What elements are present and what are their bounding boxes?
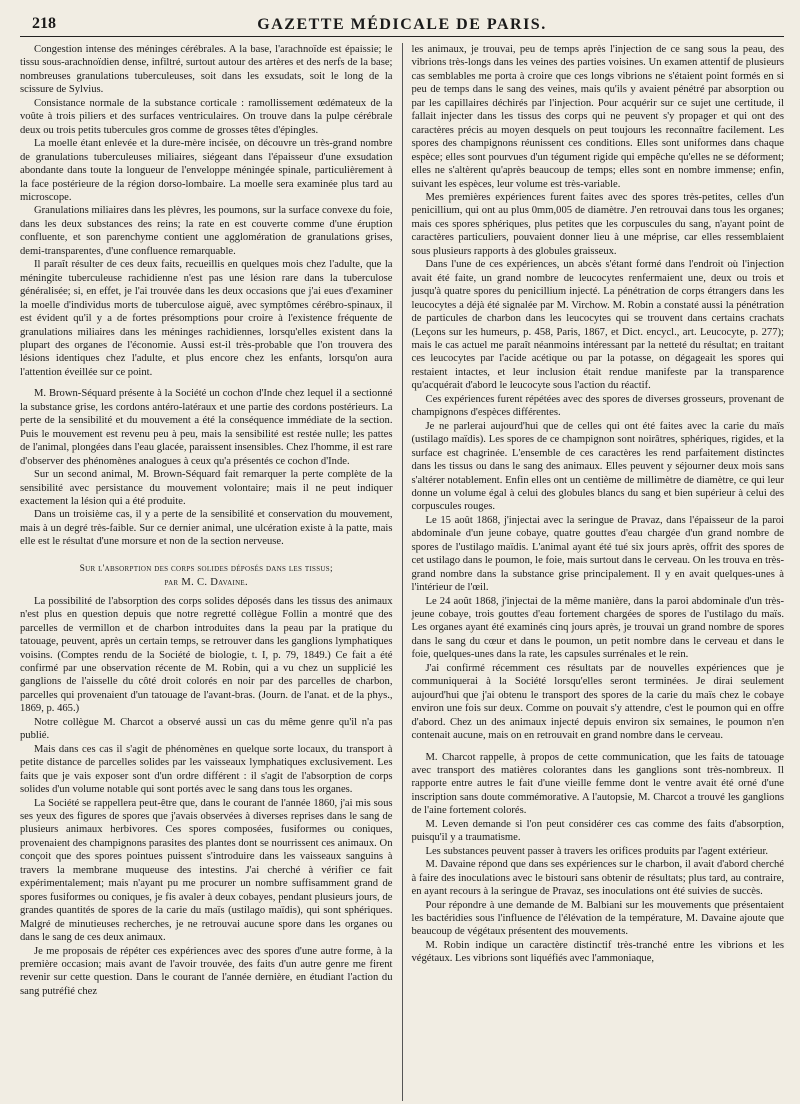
paragraph: les animaux, je trouvai, peu de temps après l'injection de ce sang sous la peau, des vibrions très-longs dans les veines des parties voisines. Un examen attentif de plusieurs cas semblables me porta à croire que ces longs vibrions ne s'étaient point formés en si peu de temps dans le sang des veines, mais qu'ils y avaient pénétré par absorption ou par les capillaires déchirés par l'injection. Pour acquérir sur ce sujet une certitude, il fallait injecter dans les tissus des corps qui ne peuvent s'y propager et qui ont des caractères précis au moyen desquels on peut toujours les reconnaître facilement. Les spores des champignons réunissent ces conditions. Elles sont uniformes dans chaque espèce; elles sont pourvues d'un tégument rigide qui empêche qu'elles ne se déforment; elles ne s'altèrent qu'après beaucoup de temps; elles sont en nombre immense; enfin, suivant les espèces, leur volume est très-variable. [411,44,784,190]
paragraph: La moelle étant enlevée et la dure-mère incisée, on découvre un très-grand nombre de granulations tuberculeuses miliaires, siégeant dans l'épaisseur d'une exsudation abondante dans toute la longueur de l'enveloppe méningée spinale, particulièrement à la face postérieure de la région dorso-lombaire. La moelle sera examinée plus tard au microscope. [20,138,393,203]
paragraph: Le 15 août 1868, j'injectai avec la seringue de Pravaz, dans l'épaisseur de la paroi abdominale d'un jeune cobaye, quatre gouttes d'eau chargée d'un grand nombre de spores de l'ustilago maïdis. L'animal ayant été tué six jours après, offrit des spores de cet ustilago dans le poumon, le foie, mais surtout dans le cerveau. On les trouva en très-grand nombre dans la substance grise principalement. Il y en avait quelques-unes à l'intérieur de l'œil. [411,514,784,594]
paragraph: La Société se rappellera peut-être que, dans le courant de l'année 1860, j'ai mis sous ses yeux des figures de spores que j'avais observées à diverses reprises dans le sang de plusieurs animaux herbivores. Ces spores composées, fusiformes ou coniques, provenaient des champignons parasites des plantes dont se nourrissent ces animaux. On conçoit que des spores pointues puissent s'introduire dans les vaisseaux sanguins à travers la membrane muqueuse des intestins. J'ai cherché à vérifier ce fait expérimentalement; mais n'ayant pu me procurer un nombre suffisamment grand de spores fusiformes ou coniques, je fis avaler à deux cobayes, pendant plusieurs jours, de grandes quantités de spores de la carie du maïs (ustilago maïdis), qui sont sphériques. Malgré de minutieuses recherches, je ne retrouvai aucune spore dans les organes ou dans le sang de ces deux animaux. [20,797,393,944]
paragraph: J'ai confirmé récemment ces résultats par de nouvelles expériences que je communiquerai à la Société lorsqu'elles seront terminées. Je dirai seulement aujourd'hui que j'ai obtenu le transport des spores de la carie du maïs chez le cobaye environ une fois sur deux. Comme on pouvait s'y attendre, c'est le poumon qui en offre d'abord. Chez un des animaux injecté depuis environ six semaines, le poumon n'en contenait aucune, mais on en retrouvait en grand nombre dans le cerveau. [411,662,784,742]
paragraph: Le 24 août 1868, j'injectai de la même manière, dans la paroi abdominale d'un très-jeune cobaye, trois gouttes d'eau fortement chargées de spores de l'ustilago du maïs. Les organes ayant été examinés cinq jours après, je trouvai un grand nombre de spores dans le sang du cœur et dans le poumon, un petit nombre dans le cerveau et dans le foie, quelques-unes dans la rate, les capsules surrénales et le rein. [411,595,784,661]
paragraph: Granulations miliaires dans les plèvres, les poumons, sur la surface convexe du foie, dans les deux substances des reins; la rate en est couverte comme d'une éruption confluente, et son parenchyme contient une agglomération de granulations grises, demi-transparentes, d'une confluence remarquable. [20,205,393,257]
paragraph: Ces expériences furent répétées avec des spores de diverses grosseurs, provenant de champignons d'espèces différentes. [411,393,784,419]
paragraph: La possibilité de l'absorption des corps solides déposés dans les tissus des animaux n'est plus en question depuis que notre regretté collègue Follin a montré que des parcelles de vermillon et de charbon introduites dans la peau par la pratique du tatouage, peuvent, après un certain temps, se retrouver dans les ganglions lymphatiques voisins. (Comptes rendu de la Société de biologie, t. I, p. 79, 1849.) Ce fait a été confirmé par une observation récente de M. Robin, qui a vu chez un supplicié les ganglions de l'aisselle du côté droit colorés en noir par des parcelles de charbon, parcelles qui provenaient d'un tatouage de l'avant-bras. (Journ. de l'anat. et de la phys., 1869, p. 465.) [20,595,393,715]
journal-title: GAZETTE MÉDICALE DE PARIS. [257,16,547,33]
paragraph: Mais dans ces cas il s'agit de phénomènes en quelque sorte locaux, du transport à petite distance de parcelles solides par les vaisseaux lymphatiques exclusivement. Les faits que je vais exposer sont d'un ordre différent : il s'agit de l'absorption de corps solides d'un volume notable qui sont portés avec le sang dans tous les organes. [20,743,393,796]
page-number: 218 [32,15,56,32]
left-column [20,43,402,1101]
paragraph: Mes premières expériences furent faites avec des spores très-petites, celles d'un penicillium, qui ont au plus 0mm,005 de diamètre. J'en retrouvai dans tous les organes; mais ces spores sphériques, plus petites que les corpuscules du sang, n'ayant point de caractères particuliers, pouvaient donner lieu à une méprise, car elles ressemblaient sous plusieurs rapports à des globules graisseux. [411,191,784,257]
paragraph: M. Brown-Séquard présente à la Société un cochon d'Inde chez lequel il a sectionné la substance grise, les cordons antéro-latéraux et une partie des cordons postérieurs. La perte de la sensibilité et du mouvement a été la conséquence immédiate de la section. Puis le mouvement est revenu peu à peu, mais la sensibilité est restée nulle; les pattes de l'animal, plongées dans l'eau glacée, paraissent insensibles. Chez l'homme, il est rare d'observer des phénomènes analogues à ceux qu'a présentés ce cochon d'Inde. [20,388,393,467]
paragraph: Je ne parlerai aujourd'hui que de celles qui ont été faites avec la carie du maïs (ustilago maïdis). Les spores de ce champignon sont noirâtres, sphériques, rigides, et la surface est chagrinée. L'ensemble de ces caractères les rend parfaitement distinctes dans les tissus ou dans le sang des animaux. Elles peuvent y séjourner deux mois sans s'altérer notablement. Enfin elles ont un centième de millimètre de diamètre, ce qui leur donne un volume égal à celui des globules blancs du sang et bien supérieur à celui des corpuscules rouges. [411,420,784,513]
paragraph: Notre collègue M. Charcot a observé aussi un cas du même genre qu'il n'a pas publié. [20,716,393,742]
paragraph: Pour répondre à une demande de M. Balbiani sur les mouvements que présentaient les bactéridies sous l'influence de l'élévation de la température, M. Davaine ajoute que beaucoup de végétaux présentent des mouvements. [411,899,784,938]
paragraph: Consistance normale de la substance corticale : ramollissement œdémateux de la voûte à trois piliers et des surfaces ventriculaires. On trouve dans la pulpe cérébrale deux ou trois petits tubercules gros comme de grosses têtes d'épingles. [20,97,393,136]
section-title: Sur l'absorption des corps solides déposés dans les tissus; [79,563,333,574]
section-heading [20,563,393,589]
paragraph: Sur un second animal, M. Brown-Séquard fait remarquer la perte complète de la sensibilité avec persistance du mouvement volontaire; mais il ne peut indiquer exactement la lésion qui a été produite. [20,469,393,507]
text-columns [20,43,784,1101]
paragraph: Les substances peuvent passer à travers les orifices produits par l'agent extérieur. [425,845,769,857]
paragraph: M. Davaine répond que dans ses expériences sur le charbon, il avait d'abord cherché à faire des inoculations avec le bistouri sans obtenir de résultats; plus tard, au contraire, en ayant recours à la seringue de Pravaz, ses inoculations ont été suivies de succès. [411,859,784,898]
right-column [402,43,785,1101]
paragraph: Je me proposais de répéter ces expériences avec des spores d'une autre forme, à la première occasion; mais avant de l'avoir trouvée, des faits d'un autre genre me firent revenir sur cette question. Dans le courant de l'année dernière, en étudiant l'action du sang putréfié chez [20,945,393,997]
paragraph: M. Leven demande si l'on peut considérer ces cas comme des faits d'absorption, puisqu'il y a traumatisme. [411,818,784,844]
paragraph: Il paraît résulter de ces deux faits, recueillis en quelques mois chez l'adulte, que la méningite tuberculeuse rachidienne n'est pas une lésion rare dans la tuberculose généralisée; si, en effet, je l'ai trouvée dans les deux occasions que j'ai eues d'examiner la moelle d'individus morts de tuberculose aiguë, avec symptômes cérébro-spinaux, il est évident qu'il y a de fortes présomptions pour croire à l'existence fréquente de granulations miliaires dans les méninges rachidiennes, lorsqu'elles existent dans la plupart des organes de l'économie. Aussi est-il très-probable que l'on trouvera des lésions identiques chez l'adulte, et plus encore chez les enfants, lorsqu'on aura l'attention éveillée sur ce point. [20,259,393,378]
page-header [20,14,784,37]
paragraph: M. Robin indique un caractère distinctif très-tranché entre les vibrions et les végétaux. Les vibrions sont liquéfiés avec l'ammoniaque, [411,939,784,965]
section-author: par M. C. Davaine. [164,576,248,588]
paragraph: Congestion intense des méninges cérébrales. A la base, l'arachnoïde est épaissie; le tissu sous-arachnoïdien dense, infiltré, surtout autour des artères et des nerfs de la base; nombreuses granulations tuberculeuses, soit dans les exsudats, soit le long de la scissure de Sylvius. [20,44,393,96]
paragraph: Dans un troisième cas, il y a perte de la sensibilité et conservation du mouvement, mais à un degré très-faible. Sur ce dernier animal, une ulcération existe à la patte, mais elle est le résultat d'une morsure et non de la section nerveuse. [20,509,393,548]
paragraph: Dans l'une de ces expériences, un abcès s'étant formé dans l'endroit où l'injection avait été faite, un grand nombre de leucocytes renfermaient une, deux ou trois et jusqu'à quatre spores du penicillium injecté. La pénétration de corps étrangers dans les leucocytes a déjà été signalée par M. Virchow. M. Robin a constaté aussi la pénétration de particules de charbon dans les leucocytes qui se trouvent dans certains crachats (Leçons sur les humeurs, p. 458, Paris, 1867, et Dict. encycl., art. Leucocyte, p. 277); mais le cas actuel me paraît néanmoins intéressant par la netteté du résultat; en traitant ces leucocytes par l'acide acétique ou par la potasse, on dégageait les spores qui restaient intactes, et leur inclusion était rendue manifeste par la transparence qu'acquérait d'abord le leucocyte sous l'action du réactif. [411,259,784,392]
paragraph: M. Charcot rappelle, à propos de cette communication, que les faits de tatouage avec transport des matières colorantes dans les ganglions sont très-nombreux. Il rapporte entre autres le fait d'une vieille femme dont le ventre avait été orné d'une inscription sans doute commémorative. A l'autopsie, M. Charcot a trouvé les ganglions de l'aine fortement colorés. [411,751,784,817]
